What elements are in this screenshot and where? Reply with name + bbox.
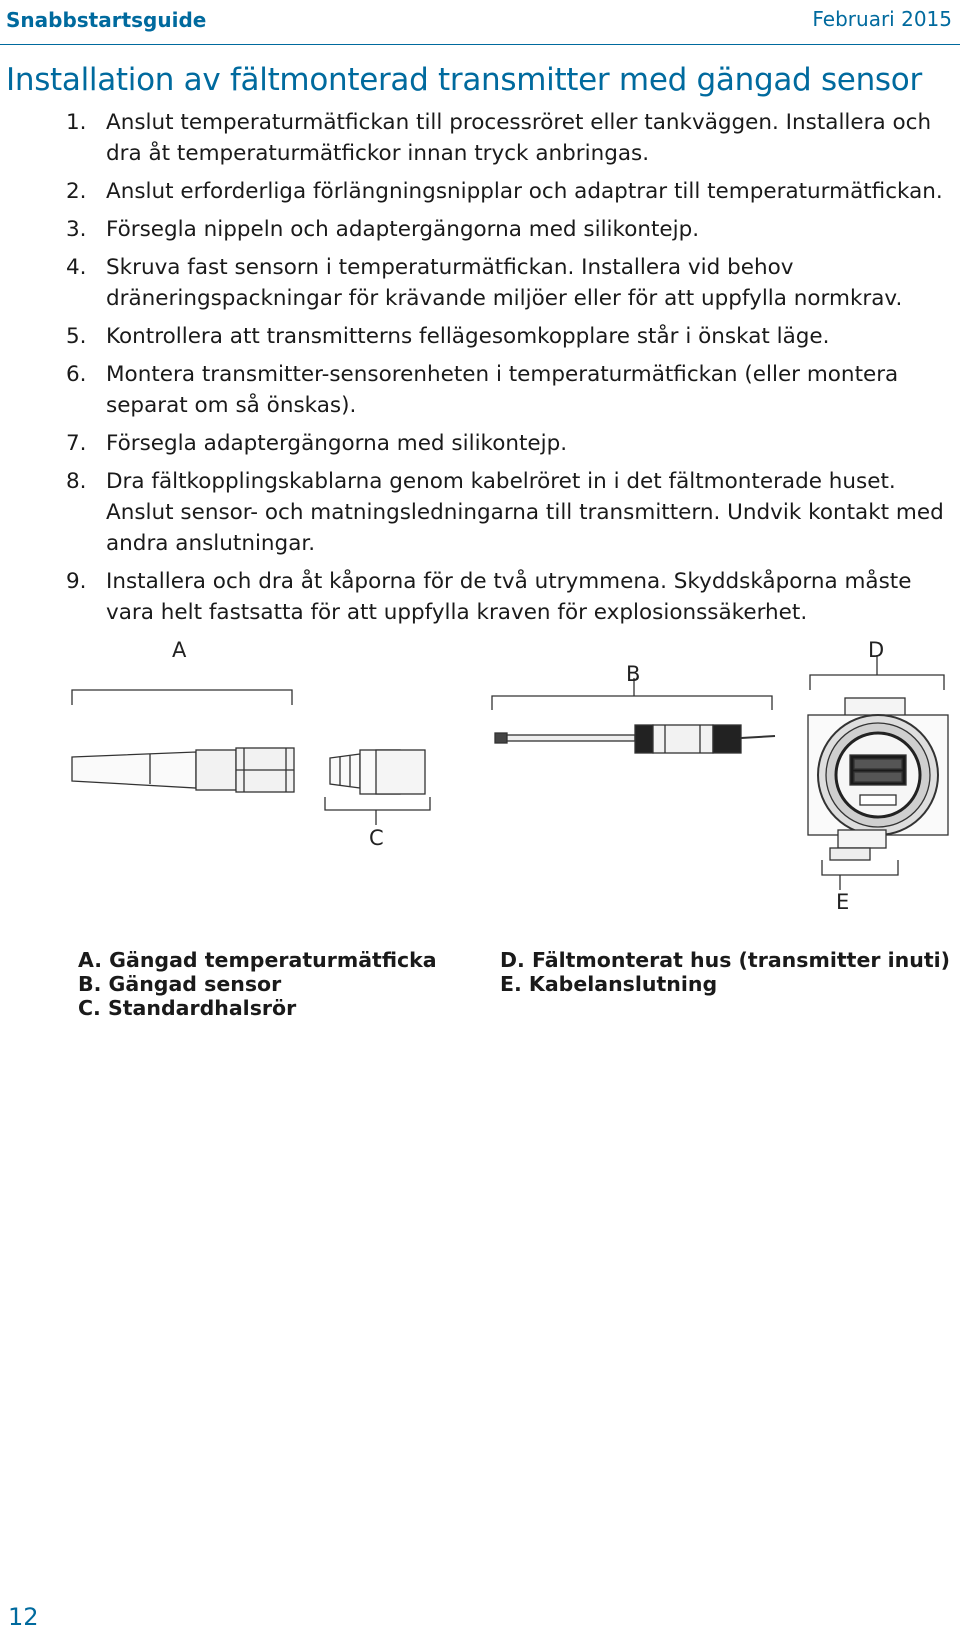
step-item — [0, 566, 960, 628]
legend-item: C. Standardhalsrör — [78, 996, 297, 1020]
step-item — [0, 176, 960, 207]
installation-steps — [0, 107, 960, 635]
legend-item: A. Gängad temperaturmätficka — [78, 948, 437, 972]
step-number: 4. — [66, 255, 87, 280]
step-text: Skruva fast sensorn i temperaturmätfickan. Installera vid behov dräneringspackningar för krävande miljöer eller för att uppfylla normkrav. — [106, 255, 903, 311]
step-text: Försegla nippeln och adaptergängorna med silikontejp. — [106, 217, 700, 242]
section-title: Installation av fältmonterad transmitter med gängad sensor — [6, 62, 922, 98]
legend-left — [78, 948, 437, 1020]
legend-item: B. Gängad sensor — [78, 972, 282, 996]
step-item — [0, 107, 960, 169]
label-c: C — [369, 826, 384, 850]
step-number: 1. — [66, 110, 87, 135]
legend-item: E. Kabelanslutning — [500, 972, 718, 996]
bracket-e — [822, 860, 898, 875]
step-item — [0, 466, 960, 559]
extension-nipple — [330, 750, 425, 794]
step-text: Dra fältkopplingskablarna genom kabelröret in i det fältmonterade huset. Anslut sensor- och matningsledningarna till transmittern. Undvik kontakt med andra anslutningar. — [106, 469, 944, 556]
thermowell — [72, 748, 294, 792]
step-text: Kontrollera att transmitterns fellägesomkopplare står i önskat läge. — [106, 324, 830, 349]
label-b: B — [626, 662, 641, 686]
bracket-c — [325, 797, 430, 810]
step-number: 5. — [66, 324, 87, 349]
legend-item: D. Fältmonterat hus (transmitter inuti) — [500, 948, 951, 972]
step-text: Anslut erforderliga förlängningsnipplar och adaptrar till temperaturmätfickan. — [106, 179, 943, 204]
step-text: Installera och dra åt kåporna för de två utrymmena. Skyddskåporna måste vara helt fastsatta för att uppfylla kraven för explosionssäkerhet. — [106, 569, 912, 625]
assembly-figure — [0, 638, 960, 930]
step-text: Anslut temperaturmätfickan till processröret eller tankväggen. Installera och dra åt temperaturmätfickor innan tryck anbringas. — [106, 110, 932, 166]
step-number: 6. — [66, 362, 87, 387]
step-number: 9. — [66, 569, 87, 594]
label-a: A — [172, 638, 187, 662]
step-number: 7. — [66, 431, 87, 456]
label-e: E — [836, 890, 850, 914]
step-number: 2. — [66, 179, 87, 204]
page-number: 12 — [8, 1603, 39, 1631]
bracket-a — [72, 690, 292, 705]
label-d: D — [868, 638, 885, 662]
legend-right — [500, 948, 950, 996]
assembly-drawing — [0, 650, 960, 930]
step-item — [0, 252, 960, 314]
publication-date: Februari 2015 — [812, 7, 952, 31]
bracket-b — [492, 696, 772, 710]
step-item — [0, 428, 960, 459]
field-housing — [808, 698, 948, 860]
page-header — [0, 0, 960, 46]
bracket-d — [810, 675, 944, 690]
step-item — [0, 321, 960, 352]
step-item — [0, 214, 960, 245]
step-number: 3. — [66, 217, 87, 242]
header-rule — [0, 44, 960, 45]
step-text: Försegla adaptergängorna med silikontejp. — [106, 431, 568, 456]
step-item — [0, 359, 960, 421]
guide-title: Snabbstartsguide — [6, 8, 207, 32]
step-number: 8. — [66, 469, 87, 494]
threaded-sensor — [495, 725, 775, 753]
step-text: Montera transmitter-sensorenheten i temperaturmätfickan (eller montera separat om så önskas). — [106, 362, 899, 418]
